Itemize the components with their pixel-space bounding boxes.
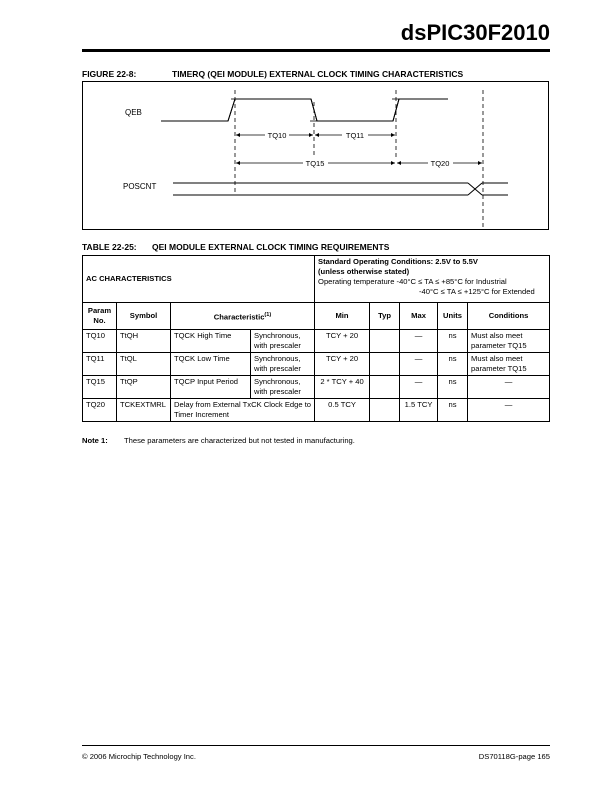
poscnt-label: POSCNT xyxy=(123,182,157,191)
timing-requirements-table xyxy=(82,255,550,422)
units-cell: ns xyxy=(438,399,468,422)
header-max: Max xyxy=(400,303,438,330)
param-cell: TQ15 xyxy=(83,376,117,399)
standard-conditions xyxy=(315,256,550,303)
footer-copyright: © 2006 Microchip Technology Inc. xyxy=(82,752,196,761)
header-characteristic: Characteristic xyxy=(213,312,265,322)
param-cell: TQ20 xyxy=(83,399,117,422)
min-cell: TCY + 20 xyxy=(315,330,370,353)
conditions-cell: Must also meet parameter TQ15 xyxy=(468,330,550,353)
timing-diagram-svg xyxy=(83,82,550,231)
symbol-cell: TtQL xyxy=(117,353,171,376)
header-param: Param No. xyxy=(83,303,117,330)
typ-cell xyxy=(370,330,400,353)
timing-diagram xyxy=(82,81,549,230)
header-typ: Typ xyxy=(370,303,400,330)
ac-characteristics-label: AC CHARACTERISTICS xyxy=(83,256,315,303)
characteristic-cell: TQCK Low Time xyxy=(171,353,251,376)
header-min: Min xyxy=(315,303,370,330)
sub-condition-cell: Synchronous, with prescaler xyxy=(251,330,315,353)
table-conditions-row xyxy=(83,256,550,303)
max-cell: 1.5 TCY xyxy=(400,399,438,422)
param-cell: TQ11 xyxy=(83,353,117,376)
poscnt-bus xyxy=(173,183,508,195)
header-characteristic-note: (1) xyxy=(264,311,272,318)
characteristic-cell: TQCK High Time xyxy=(171,330,251,353)
table-row xyxy=(83,376,550,399)
conditions-cell: — xyxy=(468,376,550,399)
symbol-cell: TtQH xyxy=(117,330,171,353)
max-cell: — xyxy=(400,353,438,376)
qeb-edges xyxy=(228,99,399,121)
table-row xyxy=(83,399,550,422)
table-header-row xyxy=(83,303,550,330)
qeb-waveform xyxy=(161,99,448,121)
max-cell: — xyxy=(400,376,438,399)
table-row xyxy=(83,330,550,353)
footer-rule xyxy=(82,745,550,746)
table-number: TABLE 22-25: xyxy=(82,242,137,252)
header-rule xyxy=(82,49,550,52)
units-cell: ns xyxy=(438,376,468,399)
typ-cell xyxy=(370,399,400,422)
table-title: QEI MODULE EXTERNAL CLOCK TIMING REQUIREMENTS xyxy=(152,242,390,252)
param-cell: TQ10 xyxy=(83,330,117,353)
symbol-cell: TtQP xyxy=(117,376,171,399)
table-note xyxy=(82,436,355,445)
std-conditions-line2: (unless otherwise stated) xyxy=(318,267,410,276)
note-text: These parameters are characterized but not tested in manufacturing. xyxy=(124,436,355,445)
max-cell: — xyxy=(400,330,438,353)
table-caption xyxy=(82,242,389,252)
typ-cell xyxy=(370,353,400,376)
header-units: Units xyxy=(438,303,468,330)
note-label: Note 1: xyxy=(82,436,108,445)
sub-condition-cell: Synchronous, with prescaler xyxy=(251,376,315,399)
characteristic-cell: TQCP Input Period xyxy=(171,376,251,399)
std-conditions-line3: Operating temperature -40°C ≤ TA ≤ +85°C for Industrial xyxy=(318,277,507,286)
conditions-cell: Must also meet parameter TQ15 xyxy=(468,353,550,376)
tq20-label: TQ20 xyxy=(430,159,450,168)
footer-page-number: DS70118G-page 165 xyxy=(478,752,550,761)
tq15-label: TQ15 xyxy=(305,159,325,168)
header-conditions: Conditions xyxy=(468,303,550,330)
tq11-label: TQ11 xyxy=(345,131,365,140)
table-row xyxy=(83,353,550,376)
units-cell: ns xyxy=(438,353,468,376)
std-conditions-line4: -40°C ≤ TA ≤ +125°C for Extended xyxy=(419,287,535,296)
std-conditions-line1: Standard Operating Conditions: 2.5V to 5.5V xyxy=(318,257,478,266)
min-cell: TCY + 20 xyxy=(315,353,370,376)
figure-title: TIMERQ (QEI MODULE) EXTERNAL CLOCK TIMING CHARACTERISTICS xyxy=(172,69,464,79)
conditions-cell: — xyxy=(468,399,550,422)
tq10-label: TQ10 xyxy=(267,131,287,140)
sub-condition-cell: Synchronous, with prescaler xyxy=(251,353,315,376)
units-cell: ns xyxy=(438,330,468,353)
min-cell: 2 * TCY + 40 xyxy=(315,376,370,399)
typ-cell xyxy=(370,376,400,399)
figure-caption xyxy=(82,69,463,79)
characteristic-cell: Delay from External TxCK Clock Edge to Timer Increment xyxy=(171,399,315,422)
edge-ticks xyxy=(231,99,400,121)
page-header-title: dsPIC30F2010 xyxy=(400,20,550,45)
min-cell: 0.5 TCY xyxy=(315,399,370,422)
header-characteristic-cell xyxy=(171,303,315,330)
figure-number: FIGURE 22-8: xyxy=(82,69,137,79)
qeb-label: QEB xyxy=(125,108,142,117)
symbol-cell: TCKEXTMRL xyxy=(117,399,171,422)
header-symbol: Symbol xyxy=(117,303,171,330)
